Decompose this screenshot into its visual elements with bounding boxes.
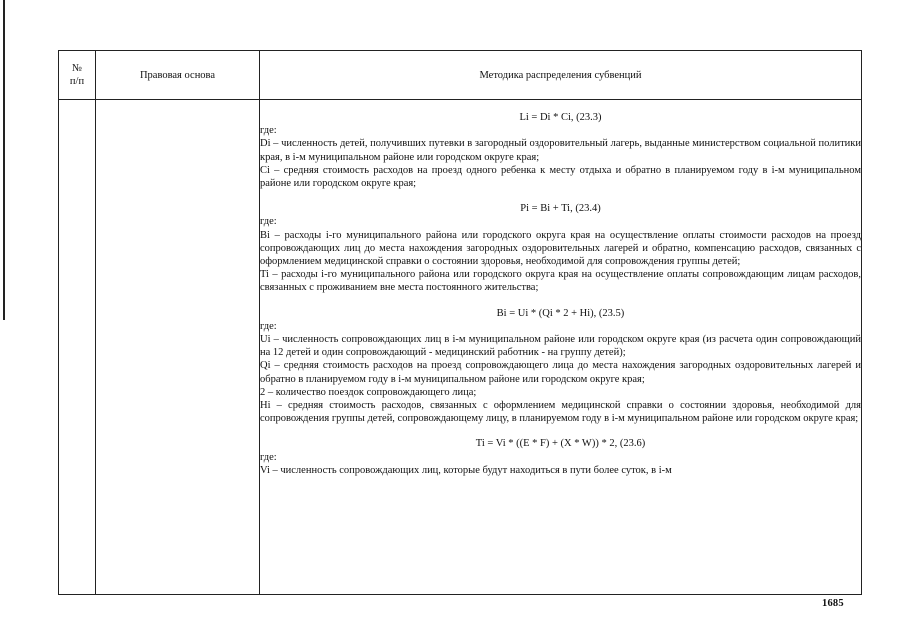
table-header-row xyxy=(59,51,862,100)
table-row xyxy=(59,100,862,595)
row-basis-cell xyxy=(96,100,260,595)
definition-vi: Vi – численность сопровождающих лиц, которые будут находиться в пути более суток, в i-м xyxy=(260,464,672,476)
subvention-method-table xyxy=(58,50,862,595)
definition-ti: Ti – расходы i-го муниципального района или городского округа края на осуществление оплаты сопровождающим лицам расходов, связанных с проживанием вне места постоянного жительства; xyxy=(260,269,861,294)
row-number-cell xyxy=(59,100,96,595)
where-label: где: xyxy=(260,125,277,137)
header-number xyxy=(59,51,96,100)
formula-23-4: Pi = Bi + Ti, (23.4) xyxy=(520,203,601,215)
definition-qi: Qi – средняя стоимость расходов на проезд сопровождающего лица до места нахождения загородных оздоровительных лагерей и обратно в планируемом году в i-м муниципальном районе или городском округе края; xyxy=(260,360,861,385)
header-distribution-method: Методика распределения субвенций xyxy=(260,51,862,100)
definition-ci: Ci – средняя стоимость расходов на проезд одного ребенка к месту отдыха и обратно в планируемом году в i-м муниципальном районе или городском округе края; xyxy=(260,164,861,190)
header-number-line1: № xyxy=(71,63,83,74)
definition-bi: Bi – расходы i-го муниципального района или городского округа края на осуществление оплаты стоимости расходов на проезд сопровождающих лиц до места нахождения загородных оздоровительных лагерей и обратно, компенсацию расходов, связанных с оформлением медицинской справки о состоянии здоровья, необходимой для сопровождения группы детей; xyxy=(260,229,861,268)
method-content xyxy=(260,100,861,594)
page-number: 1685 xyxy=(822,598,844,609)
where-label: где: xyxy=(260,451,277,463)
formula-23-5: Bi = Ui * (Qi * 2 + Hi), (23.5) xyxy=(496,307,625,319)
definition-trips: 2 – количество поездок сопровождающего лица; xyxy=(260,386,477,398)
definition-di: Di – численность детей, получивших путевки в загородный оздоровительный лагерь, выданные министерством социальной политики края, в i-м муниципальном районе или городском округе края; xyxy=(260,138,861,163)
header-legal-basis: Правовая основа xyxy=(96,51,260,100)
row-method-cell xyxy=(260,100,862,595)
where-label: где: xyxy=(260,320,277,332)
formula-23-6: Ti = Vi * ((E * F) + (X * W)) * 2, (23.6) xyxy=(475,438,646,450)
definition-ui: Ui – численность сопровождающих лиц в i-м муниципальном районе или городском округе края (из расчета один сопровождающий на 12 детей и один сопровождающий - медицинский работник - на группу детей); xyxy=(260,334,861,359)
where-label: где: xyxy=(260,216,277,228)
header-number-line2: п/п xyxy=(69,76,85,87)
binding-margin-line xyxy=(3,0,5,320)
definition-hi: Hi – средняя стоимость расходов, связанных с оформлением медицинской справки о состоянии здоровья, необходимой для сопровождения группы детей, сопровождающему лицу, в планируемом году в i-м муниципальном районе или городском округе края; xyxy=(260,400,861,425)
formula-23-3: Li = Di * Ci, (23.3) xyxy=(519,112,602,123)
